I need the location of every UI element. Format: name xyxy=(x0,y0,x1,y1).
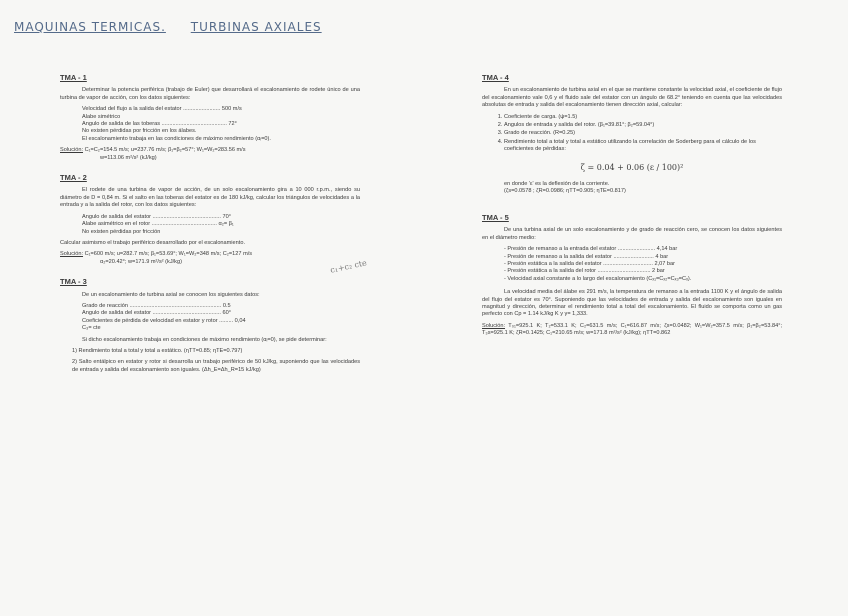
data-item: Alabe asimétrico en el rotor .......................................... α₂= β₁ xyxy=(82,221,234,228)
header-title-a: MAQUINAS TERMICAS. xyxy=(14,20,166,34)
problem-intro: Determinar la potencia periférica (trabajo de Euler) que desarrollará el escalonamiento de rodete único de una turbina de vapor de acción, con los datos siguientes: xyxy=(60,87,360,101)
problem-para: Si dicho escalonamiento trabaja en condiciones de máximo rendimiento (αᵢ=0), se pide determinar: xyxy=(82,336,327,343)
formula-result: (ζs=0.0578 ; ζR=0.0986; ηTT=0.905; ηTE=0.817) xyxy=(504,188,626,195)
problem-tma4 xyxy=(482,74,782,196)
data-item: Angulo de salida de las toberas .......................................... 72° xyxy=(82,121,237,128)
page-header xyxy=(14,20,342,34)
problem-title: TMA - 3 xyxy=(60,277,87,287)
problem-title: TMA - 1 xyxy=(60,73,87,82)
data-item: Angulo de salida del estator ............................................ 70° xyxy=(82,213,231,220)
problem-intro: De un escalonamiento de turbina axial se conocen los siguientes datos: xyxy=(82,291,260,298)
solution-label: Solución: xyxy=(482,322,506,329)
data-item: - Velocidad axial constante a lo largo del escalonamiento (Cₓ₁=Cₓ₂=Cₓ₃=Cₓ). xyxy=(504,275,692,282)
question-2: 2) Salto entálpico en estator y rotor si desarrolla un trabajo periférico de 50 kJ/kg, suponiendo que las velocidades de entrada y salida del escalonamiento son iguales. (Δh_E=Δh_R=15 kJ/kg) xyxy=(72,359,360,373)
data-item: Velocidad del flujo a la salida del estator ........................ 500 m/s xyxy=(82,106,242,113)
list-item: 4. Rendimiento total a total y total a estático utilizando la correlación de Soderberg para el cálculo de los coeficientes de pérdidas: xyxy=(504,139,782,154)
handwritten-note: c₁+c₂ cte xyxy=(329,258,368,275)
data-item: No existen pérdidas por fricción en los álabes. xyxy=(82,128,197,135)
list-item: 1. Coeficiente de carga. (ψ=1.5) xyxy=(504,114,782,121)
soderberg-formula: ζ = 0.04 + 0.06 (ε / 100)² xyxy=(580,162,684,172)
problem-intro: El rodete de una turbina de vapor de acción, de un solo escalonamiento gira a 10 000 r.p.m., siendo su diámetro de D = 0,84 m. Si el salto en las toberas del estator es de 180 kJ/kg, calcular los triángulos de velocidades a la entrada y a la salida del rotor, con los datos siguientes: xyxy=(60,187,360,209)
solution-text: C₁=C₂=154.5 m/s; u=237.76 m/s; β₁=β₂=57°; W₁=W₂=283.56 m/s xyxy=(84,147,246,154)
solution-label: Solución: xyxy=(60,251,84,258)
data-item: Grado de reacción ........................................................... 0.5 xyxy=(82,302,231,309)
problem-intro: De una turbina axial de un solo escalonamiento y de grado de reacción cero, se conocen los datos siguientes en el diámetro medio: xyxy=(482,227,782,241)
data-item: C₃= cte xyxy=(82,325,101,332)
data-item: El escalonamiento trabaja en las condiciones de máximo rendimiento (αᵢ=0). xyxy=(82,135,271,142)
list-item: 3. Grado de reacción. (R=0.25) xyxy=(504,130,782,137)
problem-title: TMA - 2 xyxy=(60,173,87,183)
header-title-b: TURBINAS AXIALES xyxy=(190,20,322,34)
problem-tma3 xyxy=(60,278,360,374)
problem-tma2 xyxy=(60,174,360,266)
data-item: Alabe simétrico xyxy=(82,113,121,120)
question-1: 1) Rendimiento total a total y total a estático. (ηTT=0.85; ηTE=0.797) xyxy=(72,347,243,354)
data-item: Angulo de salida del estator ............................................ 60° xyxy=(82,310,231,317)
solution-text: T₀₁=925.1 K; T₂=533.1 K; C₂=631.5 m/s; C₁=616.87 m/s; ζs=0.0482; W₁=W₂=357.5 m/s; β₁=β₂=53.84°; T₃s=925.1 K; ζR=0.1425; C₁=210.65 m/s; w=171.8 m²/s² (kJ/kg); ηTT=0.862 xyxy=(482,322,783,337)
solution xyxy=(482,323,782,338)
question-list xyxy=(504,114,782,154)
solution xyxy=(60,147,360,162)
solution-text: C₁=600 m/s; u=282.7 m/s; β₁=53.69°; W₁=W₂=348 m/s; C₂=127 m/s xyxy=(84,251,253,258)
right-column xyxy=(482,70,782,338)
data-item: - Presión de remanso a la entrada del estator ........................ 4,14 bar xyxy=(504,246,678,253)
data-item: - Presión de remanso a la salida del estator .......................... 4 bar xyxy=(504,253,669,260)
problem-para: La velocidad media del álabe es 291 m/s, la temperatura de remanso a la entrada 1100 K y el ángulo de salida del flujo del estator es 70°. Suponiendo que las velocidades de entrada y salida del escalonamiento son iguales en magnitud y dirección, determinar el rendimiento total a total del escalonamiento. El fluido se comporta como un gas perfecto con Cp = 1.14 kJ/kg K y γ= 1,333. xyxy=(482,289,782,318)
data-item: - Presión estática a la salida del rotor .................................. 2 bar xyxy=(504,268,665,275)
formula-note: en donde 'ε' es la deflexión de la corriente. xyxy=(504,181,610,188)
data-item: Coeficientes de pérdida de velocidad en estator y rotor ......... 0,04 xyxy=(82,317,246,324)
problem-extra: Calcular asimismo el trabajo periférico desarrollado por el escalonamiento. xyxy=(60,239,245,246)
problem-intro: En un escalonamiento de turbina axial en el que se mantiene constante la velocidad axial, el coeficiente de flujo del escalonamiento vale 0,6 y el fluido sale del estator con un ángulo de 68.2° teniendo en cuenta que las velocidades absolutas de entrada y salida del escalonamiento tienen dirección axial, calcular: xyxy=(482,87,782,109)
list-item: 2. Angulos de entrada y salida del rotor. (β₁=39.81°; β₂=59.04°) xyxy=(504,122,782,129)
problem-title: TMA - 4 xyxy=(482,73,509,82)
solution-text-2: w=113.06 m²/s² (kJ/kg) xyxy=(100,154,157,161)
solution xyxy=(60,251,360,266)
solution-label: Solución: xyxy=(60,147,84,154)
problem-title: TMA - 5 xyxy=(482,212,509,222)
problem-tma1 xyxy=(60,74,360,162)
data-item: No existen pérdidas por fricción xyxy=(82,228,161,235)
problem-tma5 xyxy=(482,214,782,338)
solution-text-2: α₂=20.42°; w=171.9 m²/s² (kJ/kg) xyxy=(100,258,182,265)
left-column xyxy=(60,70,360,374)
data-item: - Presión estática a la salida del estator ................................ 2,07 bar xyxy=(504,260,675,267)
